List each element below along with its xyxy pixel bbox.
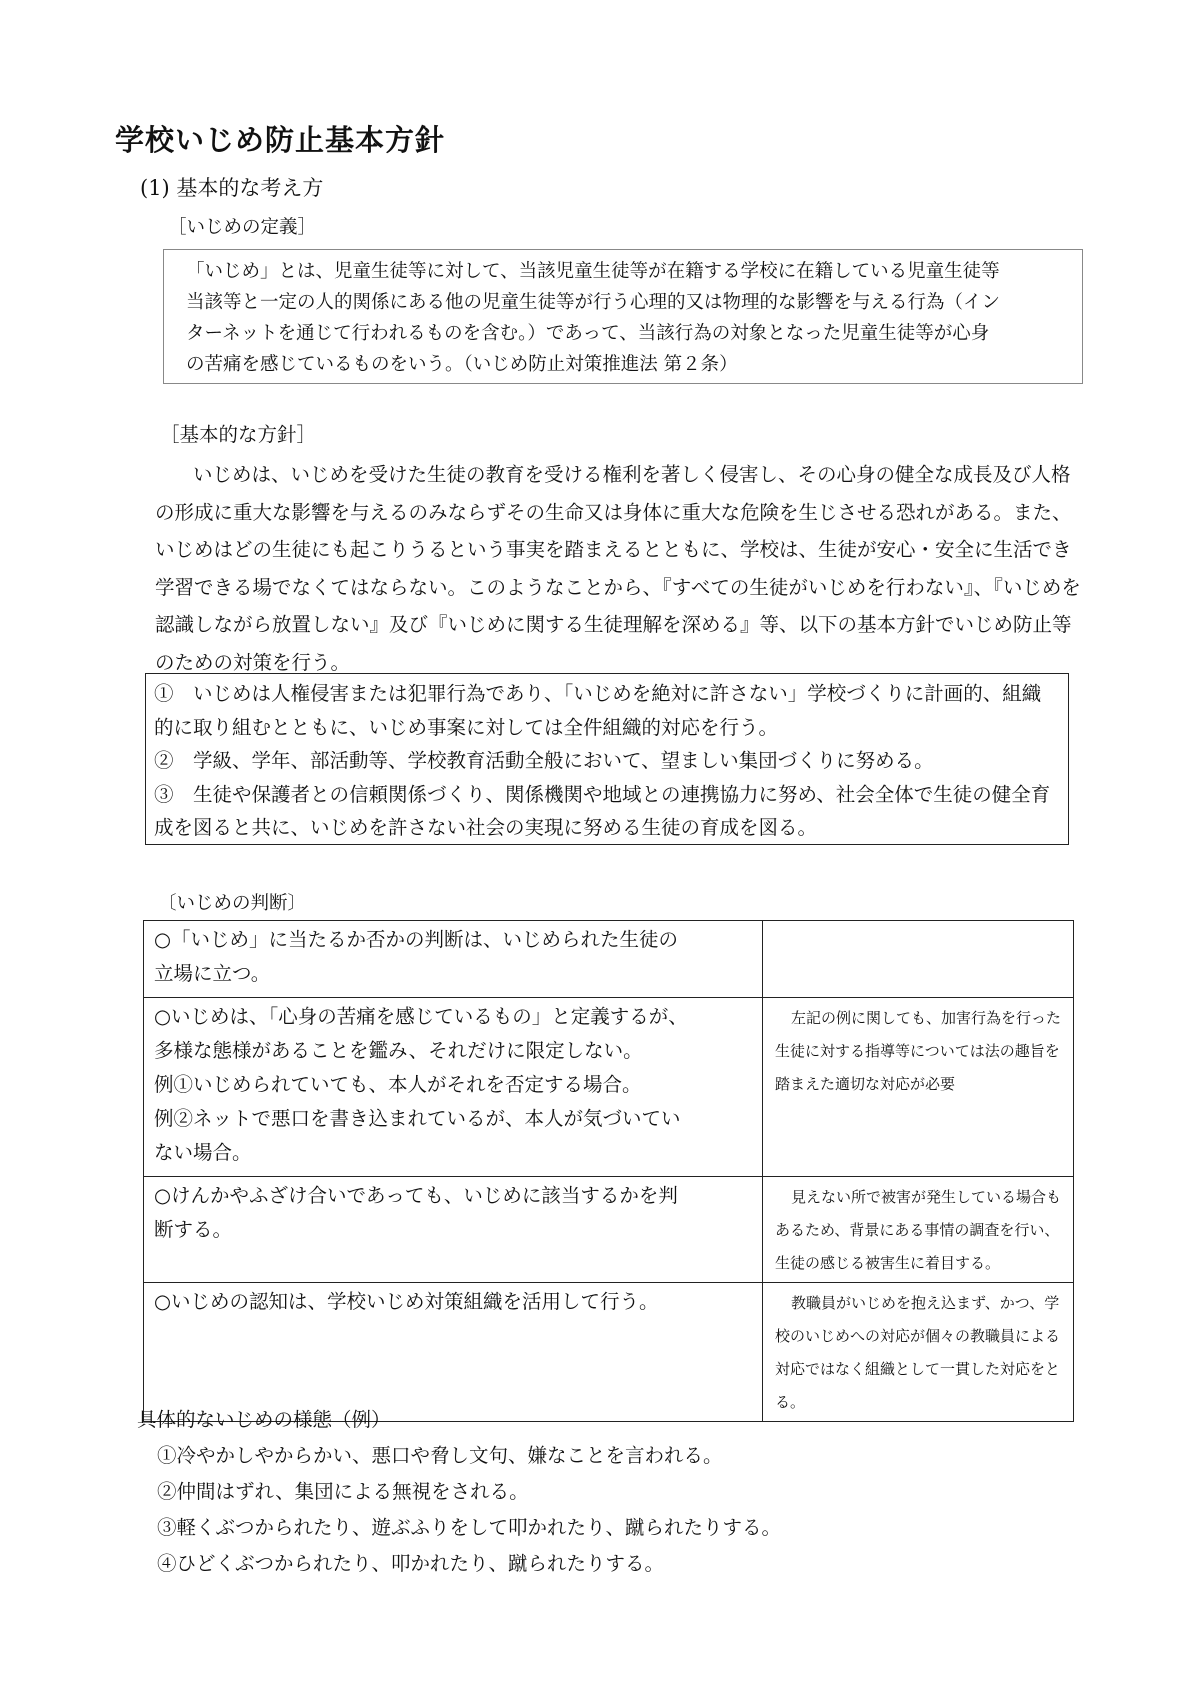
list-item: ①冷やかしやからかい、悪口や脅し文句、嫌なことを言われる。 xyxy=(157,1444,723,1467)
criteria-line: 断する。 xyxy=(154,1218,233,1241)
judgement-label: 〔いじめの判断〕 xyxy=(158,893,307,914)
judgement-note-cell xyxy=(763,921,1074,998)
list-item: ④ひどくぶつかられたり、叩かれたり、蹴られたりする。 xyxy=(157,1552,665,1575)
table-row xyxy=(144,1177,1074,1283)
judgement-criteria-cell xyxy=(144,921,763,998)
policy-item: ② 学級、学年、部活動等、学校教育活動全般において、望ましい集団づくりに努める。 xyxy=(154,749,934,772)
criteria-line: 例①いじめられていても、本人がそれを否定する場合。 xyxy=(154,1073,642,1096)
policy-intro: いじめは、いじめを受けた生徒の教育を受ける権利を著しく侵害し、その心身の健全な成長及び人格の形成に重大な影響を与えるのみならずその生命又は身体に重大な危険を生じさせる恐れがある。また、いじめはどの生徒にも起こりうるという事実を踏まえるとともに、学校は、生徒が安心・安全に生活でき学習できる場でなくてはならない。このようなことから、『すべての生徒がいじめを行わない』、『いじめを認識しながら放置しない』及び『いじめに関する生徒理解を深める』等、以下の基本方針でいじめ防止等のための対策を行う。 xyxy=(155,463,1081,674)
policy-item: ③ 生徒や保護者との信頼関係づくり、関係機関や地域との連携協力に努め、社会全体で生徒の健全育成を図ると共に、いじめを許さない社会の実現に努める生徒の育成を図る。 xyxy=(154,782,1051,839)
list-item: ②仲間はずれ、集団による無視をされる。 xyxy=(157,1480,529,1503)
judgement-note-cell: 見えない所で被害が発生している場合もあるため、背景にある事情の調査を行い、生徒の感じる被害生に着目する。 xyxy=(763,1177,1074,1283)
table-row xyxy=(144,921,1074,998)
policy-label: ［基本的な方針］ xyxy=(160,423,317,446)
judgement-note-cell: 教職員がいじめを抱え込まず、かつ、学校のいじめへの対応が個々の教職員による対応ではなく組織として一貫した対応をとる。 xyxy=(763,1283,1074,1422)
criteria-line: ○いじめは、「心身の苦痛を感じているもの」と定義するが、 xyxy=(154,1005,688,1028)
table-row xyxy=(144,1283,1074,1422)
table-row xyxy=(144,998,1074,1177)
criteria-line: ない場合。 xyxy=(154,1141,252,1164)
policy-item: ① いじめは人権侵害または犯罪行為であり、「いじめを絶対に許さない」学校づくりに計画的、組織的に取り組むとともに、いじめ事案に対しては全件組織的対応を行う。 xyxy=(154,682,1042,739)
judgement-criteria-cell xyxy=(144,1283,763,1422)
judgement-table xyxy=(143,920,1074,1422)
judgement-criteria-cell xyxy=(144,1177,763,1283)
definition-line: の苦痛を感じているものをいう。（いじめ防止対策推進法 第２条） xyxy=(186,354,738,375)
criteria-line: ○「いじめ」に当たるか否かの判断は、いじめられた生徒の xyxy=(154,928,679,951)
examples-section xyxy=(137,1402,781,1582)
definition-box xyxy=(163,249,1083,384)
definition-line: ターネットを通じて行われるものを含む。）であって、当該行為の対象となった児童生徒等が心身 xyxy=(186,323,990,344)
page-title: 学校いじめ防止基本方針 xyxy=(115,123,446,157)
definition-line: 「いじめ」とは、児童生徒等に対して、当該児童生徒等が在籍する学校に在籍している児童生徒等 xyxy=(186,261,1000,282)
judgement-note-cell: 左記の例に関しても、加害行為を行った生徒に対する指導等については法の趣旨を踏まえた適切な対応が必要 xyxy=(763,998,1074,1177)
criteria-line: ○いじめの認知は、学校いじめ対策組織を活用して行う。 xyxy=(154,1290,659,1313)
section-heading: (1) 基本的な考え方 xyxy=(140,176,324,200)
criteria-line: ○けんかやふざけ合いであっても、いじめに該当するかを判 xyxy=(154,1184,678,1207)
list-item: ③軽くぶつかられたり、遊ぶふりをして叩かれたり、蹴られたりする。 xyxy=(157,1516,782,1539)
policy-box xyxy=(145,673,1069,845)
definition-line: 当該等と一定の人的関係にある他の児童生徒等が行う心理的又は物理的な影響を与える行為（イン xyxy=(186,292,1001,313)
examples-heading: 具体的ないじめの様態（例） xyxy=(137,1408,391,1431)
criteria-line: 立場に立つ。 xyxy=(154,962,271,985)
judgement-criteria-cell xyxy=(144,998,763,1177)
criteria-line: 多様な態様があることを鑑み、それだけに限定しない。 xyxy=(154,1039,643,1062)
criteria-line: 例②ネットで悪口を書き込まれているが、本人が気づいてい xyxy=(154,1107,681,1130)
definition-label: ［いじめの定義］ xyxy=(168,217,317,238)
